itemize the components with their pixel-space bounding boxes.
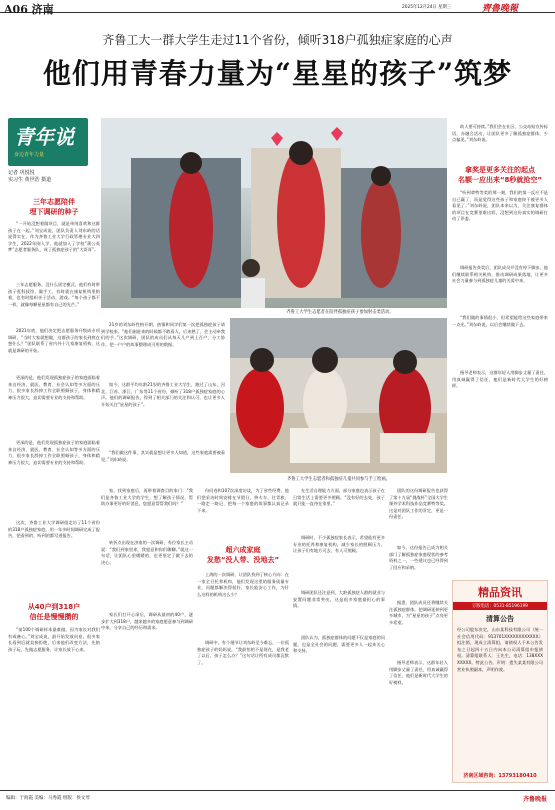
paragraph: 如今，这份报告已成为相关部门了解孤独症家庭现状的参考资料之一，一些建议也已经得到了回应和采纳。	[389, 545, 448, 570]
paragraph: 调研团队还注意到，大龄孤独症人群的就业与安置问题非常突出，这是很多家庭最担心的事情。	[293, 590, 385, 609]
paragraph: 在生活自理能力方面，部分家庭也表示孩子在日常生活上需要更多照顾。“没有好的去处，孩子就只能一直待在家里。”	[293, 488, 385, 507]
paragraph: 转折点出现在济南的一次调研，有位家长主动说：“我们到家里来，我愿意和你们聊聊。”就这一句话，让团队心里暖暖的，也更坚定了做下去的决心。	[101, 540, 193, 565]
classified-notice-box	[452, 580, 548, 783]
page-header	[0, 0, 555, 16]
section-subheading: 发愁“没人带、没地去”	[206, 556, 280, 564]
section-subheading: 信任是慢慢攒的	[29, 613, 79, 621]
notice-body: 经公司股东决定，山东某科技有限公司（统一社会信用代码：913701XXXXXXXXXXXX）拟注销，现成立清算组，请债权人于本公告发布之日起四十五日内向本公司清算组申报债权。清算组联系人：王先生，电话：138XXXXXXXX。特此公告。声明：遗失某某有限公司营业执照副本，声明作废。	[457, 627, 543, 672]
column-badge-subtitle: 身边青年力量	[14, 152, 45, 158]
notice-section: 清算公告	[486, 615, 514, 623]
paragraph: 团队认为，孤独症群体的问题不仅是家庭的问题，也是全社会的问题，需要更多人一起来关心和支持。	[293, 635, 385, 654]
paragraph: 指导老师表示，这群年轻人用脚步丈量了责任，用真诚赢得了信任，他们是新时代大学生的好榜样。	[452, 370, 548, 389]
section-subheading: 埋下调研的种子	[29, 208, 79, 216]
page-label: A06 济南	[4, 3, 54, 16]
paragraph: 21岁的刘东岭性格开朗，热情和同学们第一次把孤独症孩子请到学校来。“他们刚进来的时候都不敢看人，后来熟了，会主动牵我们的手。”这次调研，团队的成员们从每天几户到上百户，分工协作，把一户户的故事整理成可用的数据。	[101, 322, 225, 347]
column-badge	[8, 118, 88, 166]
photo-caption: 齐鲁工大学生志愿者和孤独症儿童共同参与手工绘画。	[286, 477, 391, 482]
paragraph: 调研中，有个细节让刘东岭至今难忘，一位孤独症孩子的妈妈说，“我最怕的不是现在，是我老了以后，孩子怎么办？”这句话让所有成员都沉默了。	[197, 640, 289, 665]
paragraph: 家，找到家庭后，再带着调查目的家门：“我们是齐鲁工业大学的学生，想了解孩子情况，帮助办事更好的好消息，您愿意帮帮我们吗？”	[101, 488, 193, 507]
paragraph: 上海的一次调研，让团队找到了核心方向：在一家全日托养机构，他们发现这里的服务质量专业，问题都解决得很好，家长能安心工作，为什么这样的机构这么少？	[197, 572, 289, 597]
section-heading: 从40户到318户	[27, 603, 81, 611]
paragraph: 这次，齐鲁工业大学调研组走访了11个省份的318户孤独症家庭，用一年多时间调研完成了报告，把看到的、听到的都写进报告。	[8, 520, 100, 539]
byline-intern: 实习生 黄世浩 摄道	[8, 177, 52, 183]
paragraph: 份问卷和107次深度访谈，为了省些经费，他们把采访时间安排在节假日，挤火车、住青旅，一路走一路记，把每一个家庭的故事都认真记录下来。	[197, 488, 289, 513]
paragraph: 2021年底，他们决定把志愿服务升级成专项调研，“当时大家就想做，这群孩子的家长到底在想什么？”团队联系了省内外十几家康复机构，这就是调研的开始。	[8, 328, 100, 353]
footer-brand: 齐鲁晚报	[522, 796, 547, 803]
paragraph: 家长们打开心扉后，调研从最初的40户，逐步扩大到318户，越来越多的家庭愿意参与到调研中来，分享自己的经历和需求。	[101, 612, 193, 631]
paragraph: 助人要可持续。”我们会在社区、公交站贴宣传标语，办融合活动，让团队更多了解孤独症群体，少点偏见。”刘东岭说。	[452, 124, 549, 143]
article-subtitle: 齐鲁工大一群大学生走过11个省份，倾听318户孤独症家庭的心声	[102, 33, 453, 47]
page-footer	[0, 790, 555, 810]
date-line: 2025年12月24日 星期三	[402, 5, 452, 10]
paragraph: “我们做这件事，其实就是想让更多人知道，这些家庭需要被看见。”刘东岭说。	[101, 450, 225, 462]
section-heading: 三年志愿陪伴	[33, 198, 75, 206]
notice-phone: 订版电话：0531-85196199	[453, 602, 547, 610]
byline-reporter: 记者 巩悦悦	[8, 170, 35, 176]
paragraph: “听到拿特等奖的那一刻，我们的第一反应不是自己赢了，而是觉得这些孩子和家庭终于被更多人看见了。”刘东岭说，团队本来以为，关注康复群体的项目在竞赛里难出彩，没想到这份真实的调研打动了评委。	[452, 190, 548, 222]
paragraph: 调研时，不少孤独症家长表示，希望能有更多专业的托养和康复机构，减少家长的照顾压力，让孩子们有地方可去、有人可照顾。	[293, 535, 385, 554]
section-subheading: 名额一应出来“8秒就抢空”	[457, 176, 543, 184]
paragraph: 更深的是，他们发现孤独症孩子的家庭面临着来自经济、就医、教育、社会认知等多方面的压力，很多家长辞掉工作全职照顾孩子，身体和精神压力很大，迫切需要专业的支持和帮助。	[8, 375, 100, 400]
photo-caption: 齐鲁工大学生志愿者在陪伴孤独症孩子参加射击类活动。	[286, 310, 394, 315]
notice-hotline: 济南区域咨询：13793180410	[463, 773, 537, 779]
newspaper-logo: 齊魯晚報	[482, 4, 519, 14]
notice-title: 精品资讯	[478, 586, 522, 599]
paragraph: 调研报告获奖后，团队成员并没有停下脚步。他们继续联系相关机构，推动调研成果落地，让更多社会力量参与到孤独症儿童的关爱中来。	[452, 265, 548, 284]
paragraph: “前100个调研样本最难做，因为家长对我们有戒备心。”刘宝成说，最开始发放问卷，很多家长看到后就直接拒绝，后来他们改变方法，先陪孩子玩，先做志愿服务，让家长放下心来。	[8, 627, 100, 652]
paragraph: “我们做的事情很小，但希望能给这些家庭带来一点光。”刘东岭说，以后会继续做下去。	[452, 315, 548, 327]
paragraph: 三年志愿服务，没什么固定模式，他们有时带孩子逛科技馆、做手工，有时就在康复机构里陪着，也有时组织亲子活动、游戏。“每个孩子都不一样，就像每颗星星都有自己的光芒。”	[8, 282, 100, 307]
section-heading: 拿奖是更多关注的起点	[465, 166, 535, 174]
paragraph: 如今，这群平均年龄21岁的齐鲁工业大学生，跑过了山东、河北、江苏、浙江、广东等11个省份，倾听了318户孤独症家庭的心声。他们的调研报告，得到了相关部门的关注和认可，也让更多人开始关注“星星的孩子”。	[101, 382, 225, 407]
section-heading: 超六成家庭	[225, 546, 261, 554]
byline	[8, 170, 98, 184]
footer-credits: 编辑：于海霞 美编：马秀霞 组版：侯文琴	[6, 796, 90, 801]
paragraph: 团队的这份调研报告也获得了第十九届“挑战杯”全国大学生课外学术科技作品竞赛特等奖。这是对团队工作的肯定，更是一份责任。	[389, 488, 448, 520]
paragraph: 更深的是，他们发现孤独症孩子的家庭面临着来自经济、就医、教育、社会认知等多方面的压力，很多家长辞掉工作全职照顾孩子，身体和精神压力很大，迫切需要专业的支持和帮助。	[8, 440, 100, 465]
paragraph: 指导老师表示，这群年轻人用脚步丈量了责任，用真诚赢得了信任，他们是新时代大学生的好榜样。	[389, 660, 448, 685]
article-headline: 他们用青春力量为“星星的孩子”筑梦	[42, 57, 513, 90]
paragraph: “一开始没想着做项目，就是单纯喜欢和这群孩子在一起。”刘宝成说，团队负责人刘东岭的话说得实在，作为齐鲁工业大学行政管理专业大四学生，2022年刚入学，他就加入了学校“蒲公英梦”志愿者服务队，成了孤独症孩子的“大哥哥”。	[8, 221, 100, 253]
column-badge-title: 青年说	[14, 125, 74, 149]
paragraph: 据悉，团队成员还将继续关注孤独症群体，把调研延伸到更多城市，为“星星的孩子”点亮更多希望。	[389, 600, 448, 625]
volunteers-photo	[101, 118, 447, 308]
drawing-activity-photo	[230, 318, 447, 473]
